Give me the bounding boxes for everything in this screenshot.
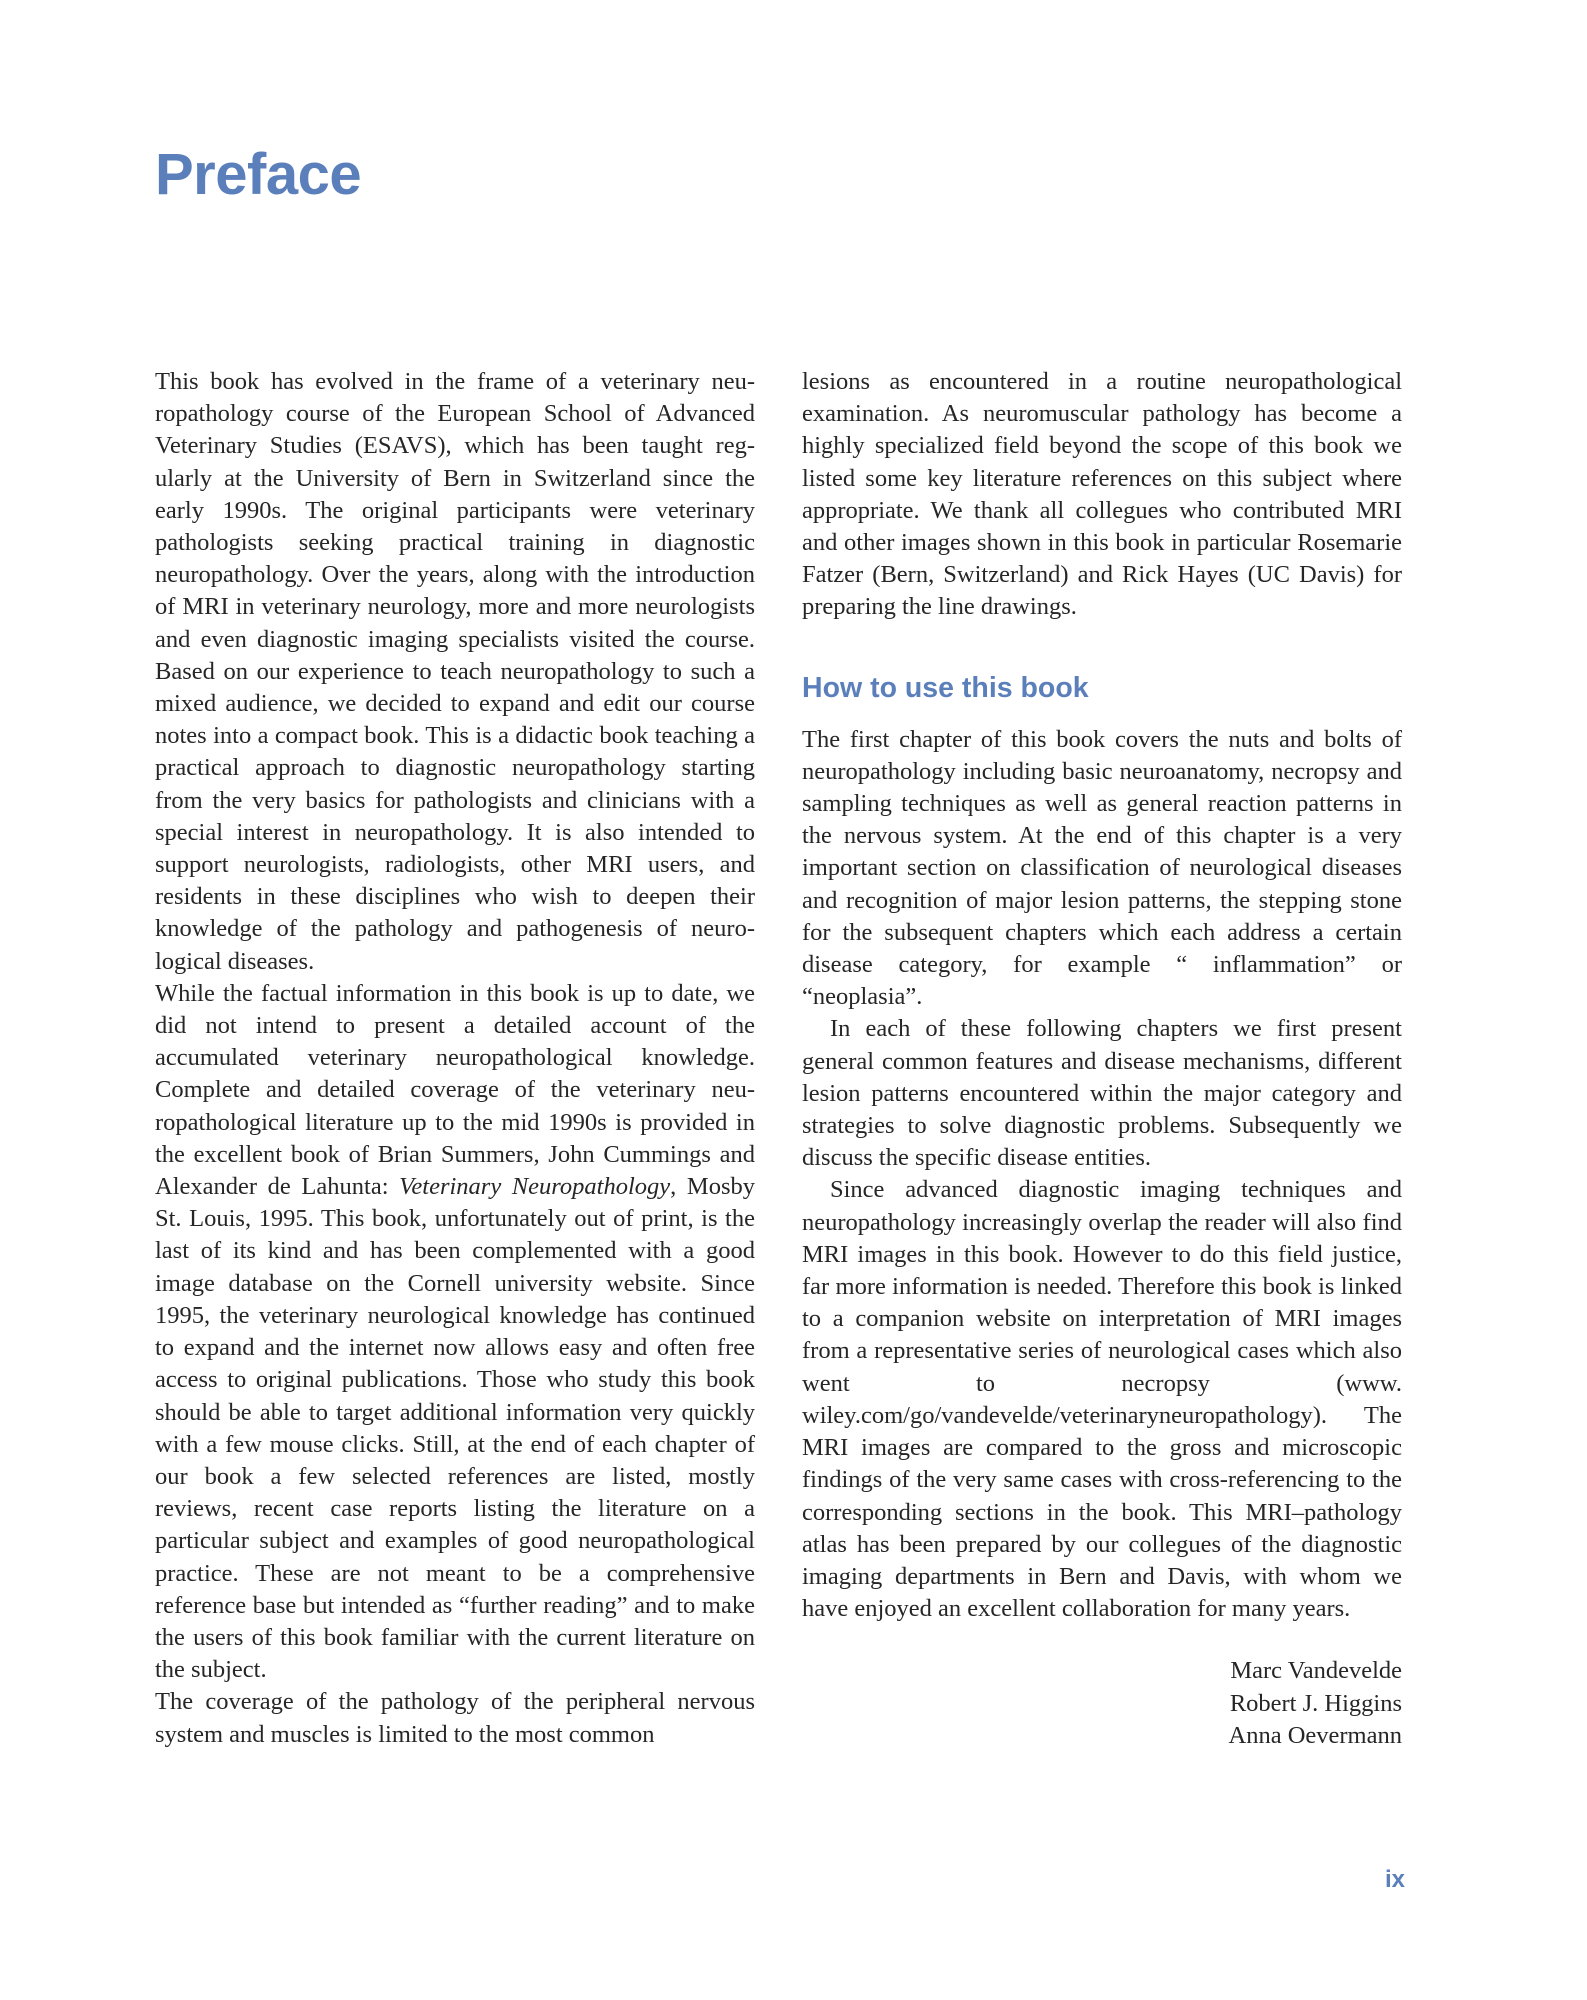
author-signatures bbox=[802, 1655, 1402, 1752]
author-name: Robert J. Higgins bbox=[1229, 1689, 1402, 1717]
page-title: Preface bbox=[155, 142, 362, 207]
paragraph-literature bbox=[155, 978, 755, 1686]
author-name: Marc Vandevelde bbox=[1230, 1657, 1402, 1685]
paragraph-first-chapter: The first chapter of this book covers the nuts and bolts of neuropathology including basic neuroanatomy, necropsy and sampling techniques as well as general reaction patterns in the nervous system. At the end of this chapter is a very important section on classification of neurological diseases and recognition of major lesion patterns, the stepping stone for the subsequent chapters which each address a certain disease category, for example “ inflammation” or “neoplasia”. bbox=[802, 725, 1402, 1011]
paragraph-literature-text-cont: , Mosby St. Louis, 1995. This book, unfortunately out of print, is the last of its kind and has been complemented with a good image database on the Cornell university website. Since 1995, the veterinary neurological knowledge has continued to expand and the internet now allows easy and often free access to original publications. Those who study this book should be able to target additional information very quickly with a few mouse clicks. Still, at the end of each chapter of our book a few selected references are listed, mostly reviews, recent case reports listing the literature on a particular subject and examples of good neuropathological practice. These are not meant to be a comprehensive reference base but intended as “further reading” and to make the users of this book familiar with the current literature on the subject. bbox=[155, 1173, 756, 1684]
section-heading: How to use this book bbox=[802, 671, 1089, 704]
left-column bbox=[155, 366, 755, 1751]
paragraph-peripheral: The coverage of the pathology of the peripheral nervous system and muscles is limited to the most common bbox=[155, 1688, 755, 1748]
right-column bbox=[802, 366, 1402, 1752]
paragraph-mri: Since advanced diagnostic imaging techniques and neuropathology increasingly overlap the reader will also find MRI images in this book. However to do this field justice, far more information is needed. Therefore this book is linked to a companion website on interpretation of MRI images from a representative series of neurological cases which also went to necropsy (www.​wiley.com/go/vandevelde/veterinaryneuropathology). The MRI images are compared to the gross and microscopic findings of the very same cases with cross-referencing to the corresponding sections in the book. This MRI–pathology atlas has been prepared by our collegues of the diagnostic imaging departments in Bern and Davis, with whom we have enjoyed an excellent collaboration for many years. bbox=[802, 1176, 1402, 1623]
author-name: Anna Oevermann bbox=[1228, 1721, 1402, 1749]
page-number: ix bbox=[1384, 1866, 1405, 1893]
paragraph-literature-text: While the factual information in this book is up to date, we did not intend to present a detailed account of the accumulated veterinary neuropathological knowledge. Complete and detailed coverage of the veterinary neuropathological literature up to the mid 1990s is provided in the excellent book of Brian Summers, John Cummings and Alexander de Lahunta: bbox=[155, 979, 755, 1201]
paragraph-intro: This book has evolved in the frame of a veterinary neuropathology course of the European School of Advanced Veterinary Studies (ESAVS), which has been taught regularly at the University of Bern in Switzerland since the early 1990s. The original participants were veterinary pathologists seeking practical training in diagnostic neuropathology. Over the years, along with the introduction of MRI in veterinary neurology, more and more neurologists and even diagnostic imaging specialists visited the course. Based on our experience to teach neuropathology to such a mixed audience, we decided to expand and edit our course notes into a compact book. This is a didactic book teaching a practical approach to diagnostic neuropathology starting from the very basics for pathologists and clinicians with a special interest in neuropathology. It is also intended to support neurologists, radiologists, other MRI users, and residents in these disciplines who wish to deepen their knowledge of the pathology and pathogenesis of neurological diseases. bbox=[155, 368, 755, 975]
book-title-italic: Veterinary Neuropathology bbox=[399, 1173, 671, 1201]
paragraph-chapters: In each of these following chapters we first present general common features and disease mechanisms, different lesion patterns encountered within the major category and strategies to solve diagnostic problems. Subsequently we discuss the specific disease entities. bbox=[802, 1015, 1402, 1172]
paragraph-neuromuscular: lesions as encountered in a routine neuropathological examination. As neuromuscular pathology has become a highly specialized field beyond the scope of this book we listed some key literature references on this subject where appropriate. We thank all collegues who contributed MRI and other images shown in this book in particular Rosemarie Fatzer (Bern, Switzerland) and Rick Hayes (UC Davis) for preparing the line drawings. bbox=[802, 368, 1402, 621]
